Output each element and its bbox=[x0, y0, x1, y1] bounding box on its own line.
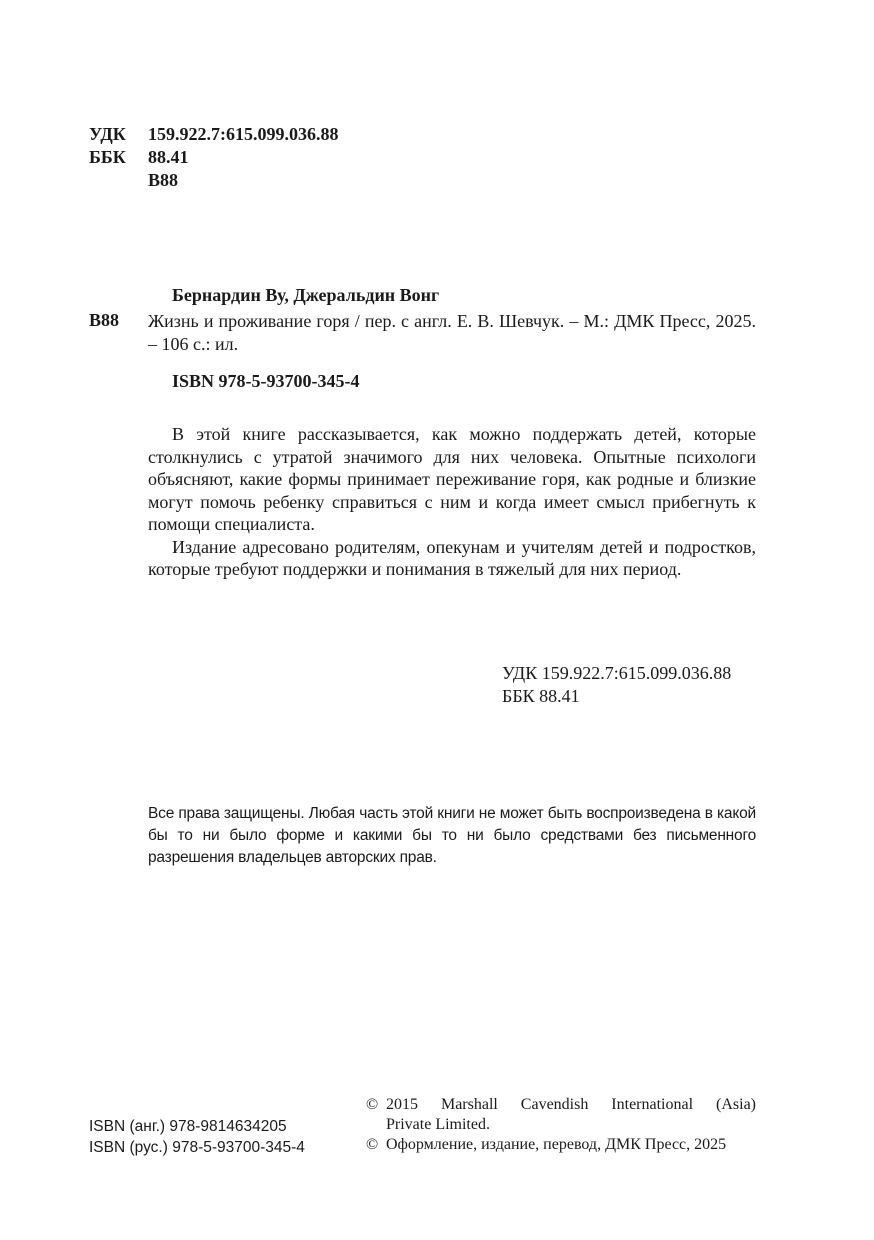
copyright-symbol-2: © bbox=[366, 1136, 379, 1153]
udk-value: 159.922.7:615.099.036.88 bbox=[148, 124, 339, 144]
bbk-label: ББК bbox=[89, 147, 126, 167]
author-code: В88 bbox=[148, 170, 179, 190]
udk-label: УДК bbox=[89, 124, 126, 144]
copyright-line-2-row bbox=[366, 1135, 756, 1155]
bbk-value: 88.41 bbox=[148, 147, 189, 167]
copyright-line-1b: Private Limited. bbox=[386, 1116, 490, 1133]
isbn-rus-value: 978-5-93700-345-4 bbox=[172, 1139, 305, 1156]
isbn-eng-value: 978-9814634205 bbox=[169, 1118, 287, 1135]
annotation-paragraph-2: Издание адресовано родителям, опекунам и учителям детей и подростков, которые требуют поддержки и понимания в тяжелый для них период. bbox=[148, 536, 756, 579]
copyright-line-2: Оформление, издание, перевод, ДМК Пресс, 2025 bbox=[386, 1136, 727, 1153]
authors: Бернардин Ву, Джеральдин Вонг bbox=[172, 285, 440, 305]
copyright-symbol-1: © bbox=[366, 1096, 379, 1113]
rights-notice: Все права защищены. Любая часть этой книги не может быть воспроизведена в какой бы то ни было форме и какими бы то ни было средствами без письменного разрешения владельцев авторских прав. bbox=[148, 805, 756, 866]
copyright-block bbox=[366, 1095, 756, 1155]
record-code: В88 bbox=[89, 310, 120, 330]
copyright-line-1 bbox=[366, 1095, 756, 1115]
right-bbk: ББК 88.41 bbox=[502, 686, 580, 706]
isbn-eng-row bbox=[89, 1116, 305, 1137]
record-description: Жизнь и проживание горя / пер. с англ. Е. В. Шевчук. – М.: ДМК Пресс, 2025. – 106 с.: ил. bbox=[148, 311, 756, 354]
copyright-line-1b-row bbox=[366, 1115, 756, 1135]
isbn-rus-label: ISBN (рус.) bbox=[89, 1139, 168, 1156]
isbn-rus-row bbox=[89, 1137, 305, 1158]
isbn-list bbox=[89, 1116, 305, 1158]
record-isbn: ISBN 978-5-93700-345-4 bbox=[172, 371, 360, 391]
annotation bbox=[148, 423, 756, 581]
annotation-paragraph-1: В этой книге рассказывается, как можно поддержать детей, которые столкнулись с утратой значимого для них человека. Опытные психологи объясняют, какие формы принимает переживание горя, как родные и близкие могут помочь ребенку справиться с ним и когда имеет смысл прибегнуть к помощи специалиста. bbox=[148, 424, 756, 534]
isbn-eng-label: ISBN (анг.) bbox=[89, 1118, 166, 1135]
right-classification bbox=[502, 662, 731, 708]
right-udk: УДК 159.922.7:615.099.036.88 bbox=[502, 663, 732, 683]
copyright-line-1a: 2015 Marshall Cavendish International (Asia) bbox=[386, 1096, 756, 1113]
